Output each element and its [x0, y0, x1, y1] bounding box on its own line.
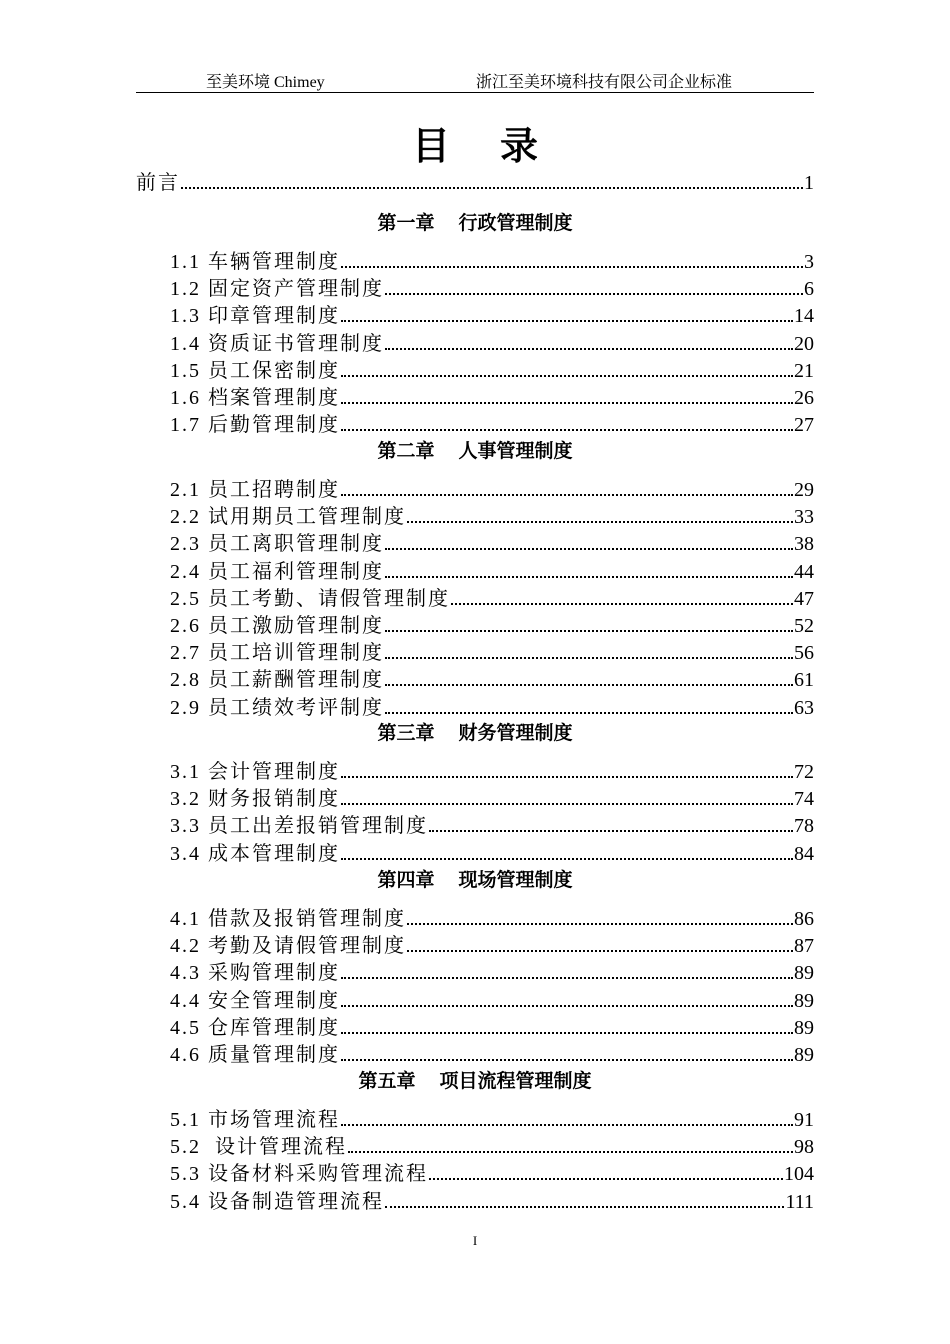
toc-entry-label: 1.3 印章管理制度 [170, 305, 340, 327]
toc-leader-dots [385, 548, 793, 550]
toc-entry[interactable] [170, 906, 814, 932]
toc-leader-dots [429, 830, 793, 832]
toc-entry[interactable] [170, 759, 814, 785]
toc-entry-page: 1 [804, 172, 814, 194]
toc-entry-label: 前言 [136, 172, 180, 194]
toc-leader-dots [341, 1005, 793, 1007]
toc-entry-page: 104 [784, 1163, 814, 1185]
toc-entry-label: 3.2 财务报销制度 [170, 788, 340, 810]
chapter-heading [0, 438, 950, 464]
toc-entry[interactable] [170, 667, 814, 693]
toc-entry-label: 1.6 档案管理制度 [170, 387, 340, 409]
chapter-number: 第三章 [377, 722, 435, 744]
toc-entry-label: 2.3 员工离职管理制度 [170, 533, 384, 555]
toc-entry-label: 2.1 员工招聘制度 [170, 479, 340, 501]
toc-entry-page: 29 [794, 479, 814, 501]
toc-entry-page: 21 [794, 360, 814, 382]
toc-entry[interactable] [170, 613, 814, 639]
toc-entry[interactable] [170, 249, 814, 275]
toc-entry[interactable] [170, 276, 814, 302]
toc-entry-label: 2.4 员工福利管理制度 [170, 561, 384, 583]
toc-leader-dots [341, 1124, 793, 1126]
chapter-heading [0, 210, 950, 236]
toc-entry-label: 1.5 员工保密制度 [170, 360, 340, 382]
toc-entry-page: 89 [794, 1017, 814, 1039]
toc-entry[interactable] [170, 988, 814, 1014]
toc-entry-page: 52 [794, 615, 814, 637]
toc-entry-label: 2.7 员工培训管理制度 [170, 642, 384, 664]
title-char-2: 录 [500, 124, 539, 168]
toc-entry-label: 2.5 员工考勤、请假管理制度 [170, 588, 450, 610]
toc-entry[interactable] [170, 960, 814, 986]
toc-entry[interactable] [170, 385, 814, 411]
toc-leader-dots [429, 1178, 783, 1180]
toc-leader-dots [385, 684, 793, 686]
toc-leader-dots [385, 630, 793, 632]
toc-entry[interactable] [170, 477, 814, 503]
toc-entry-page: 86 [794, 908, 814, 930]
chapter-heading [0, 720, 950, 746]
toc-entry-page: 91 [794, 1109, 814, 1131]
page-footer-number: I [472, 1233, 478, 1248]
toc-entry-label: 5.1 市场管理流程 [170, 1109, 340, 1131]
toc-entry-label: 3.1 会计管理制度 [170, 761, 340, 783]
toc-entry-label: 1.2 固定资产管理制度 [170, 278, 384, 300]
toc-leader-dots [385, 657, 793, 659]
toc-entry-label: 4.5 仓库管理制度 [170, 1017, 340, 1039]
toc-entry[interactable] [170, 786, 814, 812]
toc-entry-page: 61 [794, 669, 814, 691]
toc-leader-dots [341, 776, 793, 778]
toc-leader-dots [385, 1206, 784, 1208]
chapter-number: 第五章 [358, 1070, 416, 1092]
toc-entry-label: 2.8 员工薪酬管理制度 [170, 669, 384, 691]
toc-entry[interactable] [170, 933, 814, 959]
toc-entry-label: 4.2 考勤及请假管理制度 [170, 935, 406, 957]
toc-entry-label: 2.2 试用期员工管理制度 [170, 506, 406, 528]
toc-entry[interactable] [170, 412, 814, 438]
toc-entry-preface[interactable] [136, 170, 814, 196]
toc-entry-page: 47 [794, 588, 814, 610]
toc-entry[interactable] [170, 1189, 814, 1215]
chapter-number: 第一章 [377, 212, 435, 234]
toc-entry[interactable] [170, 559, 814, 585]
toc-entry[interactable] [170, 695, 814, 721]
chapter-number: 第二章 [377, 440, 435, 462]
toc-leader-dots [341, 803, 793, 805]
toc-leader-dots [341, 1032, 793, 1034]
toc-entry-label: 1.4 资质证书管理制度 [170, 333, 384, 355]
toc-entry-label: 4.4 安全管理制度 [170, 990, 340, 1012]
toc-entry-page: 78 [794, 815, 814, 837]
chapter-title: 行政管理制度 [458, 212, 573, 234]
toc-entry-page: 87 [794, 935, 814, 957]
toc-leader-dots [341, 1059, 793, 1061]
toc-entry-page: 6 [804, 278, 814, 300]
toc-leader-dots [451, 603, 793, 605]
toc-entry-label: 2.6 员工激励管理制度 [170, 615, 384, 637]
chapter-number: 第四章 [377, 869, 435, 891]
page-title [0, 115, 950, 170]
toc-entry-page: 111 [785, 1191, 814, 1213]
chapter-heading [0, 1068, 950, 1094]
toc-entry[interactable] [170, 813, 814, 839]
toc-entry-label: 4.6 质量管理制度 [170, 1044, 340, 1066]
toc-entry-page: 3 [804, 251, 814, 273]
toc-entry[interactable] [170, 1015, 814, 1041]
toc-entry-page: 72 [794, 761, 814, 783]
title-char-1: 目 [411, 124, 450, 168]
toc-entry[interactable] [170, 331, 814, 357]
toc-entry-page: 89 [794, 962, 814, 984]
toc-leader-dots [341, 320, 793, 322]
toc-entry[interactable] [170, 1134, 814, 1160]
toc-entry-page: 89 [794, 1044, 814, 1066]
toc-leader-dots [341, 494, 793, 496]
toc-leader-dots [348, 1151, 793, 1153]
toc-entry-label: 4.3 采购管理制度 [170, 962, 340, 984]
toc-entry-page: 14 [794, 305, 814, 327]
chapter-title: 人事管理制度 [458, 440, 573, 462]
toc-entry-page: 26 [794, 387, 814, 409]
toc-entry-page: 33 [794, 506, 814, 528]
toc-entry-page: 20 [794, 333, 814, 355]
toc-entry-page: 63 [794, 697, 814, 719]
toc-entry[interactable] [170, 358, 814, 384]
toc-entry-page: 98 [794, 1136, 814, 1158]
chapter-title: 现场管理制度 [458, 869, 573, 891]
toc-leader-dots [341, 375, 793, 377]
toc-leader-dots [341, 429, 793, 431]
toc-entry[interactable] [170, 531, 814, 557]
toc-entry[interactable] [170, 640, 814, 666]
header-company-short: 至美环境 Chimey [206, 74, 325, 91]
toc-leader-dots [407, 923, 793, 925]
toc-entry-label: 5.4 设备制造管理流程 [170, 1191, 384, 1213]
toc-entry[interactable] [170, 1107, 814, 1133]
toc-entry-page: 89 [794, 990, 814, 1012]
toc-leader-dots [385, 576, 793, 578]
chapter-heading [0, 867, 950, 893]
toc-entry[interactable] [170, 1161, 814, 1187]
toc-leader-dots [407, 950, 793, 952]
header-company-standard: 浙江至美环境科技有限公司企业标准 [476, 74, 733, 91]
toc-leader-dots [385, 293, 803, 295]
toc-entry[interactable] [170, 841, 814, 867]
toc-entry-page: 27 [794, 414, 814, 436]
toc-entry-label: 3.3 员工出差报销管理制度 [170, 815, 428, 837]
toc-entry-label: 1.1 车辆管理制度 [170, 251, 340, 273]
toc-leader-dots [341, 266, 803, 268]
toc-leader-dots [181, 187, 803, 189]
toc-leader-dots [385, 712, 793, 714]
chapter-title: 财务管理制度 [458, 722, 573, 744]
toc-entry-page: 44 [794, 561, 814, 583]
toc-entry-page: 84 [794, 843, 814, 865]
toc-leader-dots [341, 977, 793, 979]
toc-entry-page: 38 [794, 533, 814, 555]
toc-entry-label: 2.9 员工绩效考评制度 [170, 697, 384, 719]
toc-entry[interactable] [170, 586, 814, 612]
toc-leader-dots [385, 348, 793, 350]
toc-entry-label: 1.7 后勤管理制度 [170, 414, 340, 436]
toc-entry-page: 74 [794, 788, 814, 810]
toc-leader-dots [341, 402, 793, 404]
toc-entry-label: 5.3 设备材料采购管理流程 [170, 1163, 428, 1185]
toc-entry[interactable] [170, 1042, 814, 1068]
chapter-title: 项目流程管理制度 [439, 1070, 592, 1092]
toc-leader-dots [341, 858, 793, 860]
toc-entry[interactable] [170, 504, 814, 530]
toc-entry-label: 3.4 成本管理制度 [170, 843, 340, 865]
toc-leader-dots [407, 521, 793, 523]
toc-entry-page: 56 [794, 642, 814, 664]
page-header [136, 64, 814, 93]
toc-entry-label: 4.1 借款及报销管理制度 [170, 908, 406, 930]
toc-entry-label: 5.2 设计管理流程 [170, 1136, 347, 1158]
toc-entry[interactable] [170, 303, 814, 329]
